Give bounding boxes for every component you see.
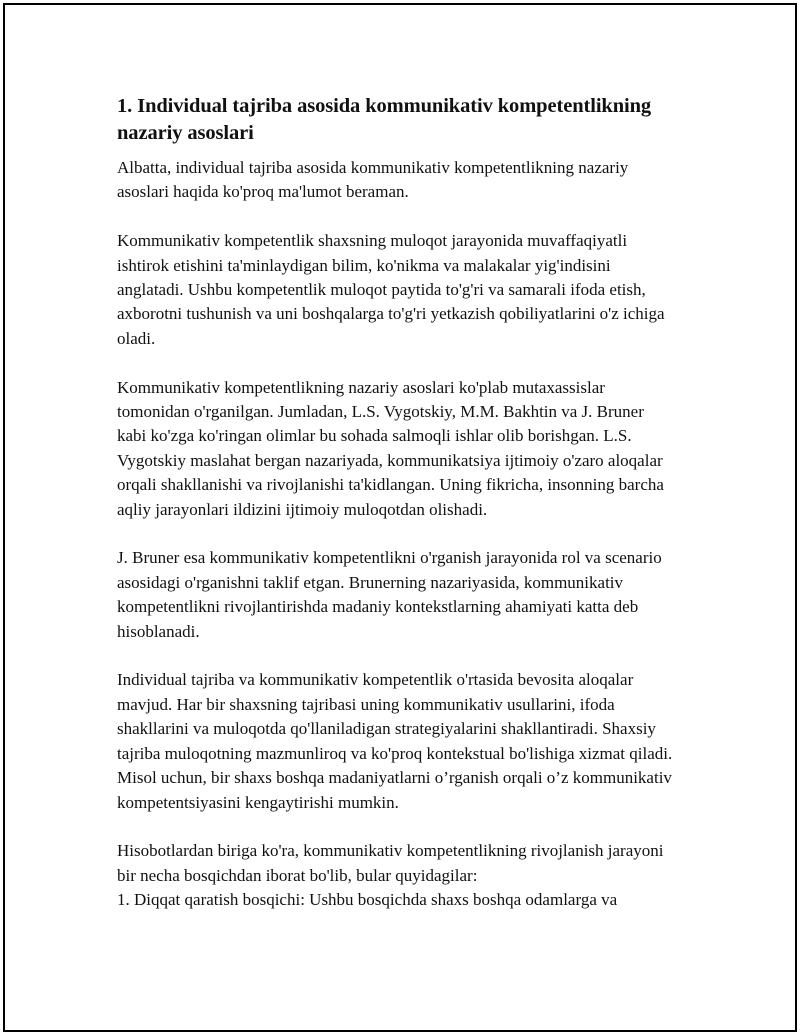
document-body bbox=[117, 93, 677, 913]
paragraph-individual-experience: Individual tajriba va kommunikativ kompetentlik o'rtasida bevosita aloqalar mavjud. Har bir shaxsning tajribasi uning kommunikativ usullarini, ifoda shakllarini va muloqotda qo'llaniladigan strategiyalarini shakllantiradi. Shaxsiy tajriba muloqotning mazmunliroq va ko'proq kontekstual bo'lishiga xizmat qiladi. Misol uchun, bir shaxs boshqa madaniyatlarni o’rganish orqali o’z kommunikativ kompetentsiyasini kengaytirishi mumkin. bbox=[117, 670, 673, 812]
section-heading: 1. Individual tajriba asosida kommunikativ kompetentlikning nazariy asoslari bbox=[117, 95, 652, 144]
list-item-stage-1: 1. Diqqat qaratish bosqichi: Ushbu bosqichda shaxs boshqa odamlarga va bbox=[117, 890, 618, 910]
paragraph-intro: Albatta, individual tajriba asosida kommunikativ kompetentlikning nazariy asoslari haqida ko'proq ma'lumot beraman. bbox=[117, 158, 629, 202]
paragraph-definition: Kommunikativ kompetentlik shaxsning muloqot jarayonida muvaffaqiyatli ishtirok etishini ta'minlaydigan bilim, ko'nikma va malakalar yig'indisini anglatadi. Ushbu kompetentlik muloqot paytida to'g'ri va samarali ifoda etish, axborotni tushunish va uni boshqalarga to'g'ri yetkazish qobiliyatlarini o'z ichiga oladi. bbox=[117, 231, 665, 348]
paragraph-theory: Kommunikativ kompetentlikning nazariy asoslari ko'plab mutaxassislar tomonidan o'rganilgan. Jumladan, L.S. Vygotskiy, M.M. Bakhtin va J. Bruner kabi ko'zga ko'ringan olimlar bu sohada salmoqli ishlar olib borishgan. L.S. Vygotskiy maslahat bergan nazariyada, kommunikatsiya ijtimoiy o'zaro aloqalar orqali shakllanishi va rivojlanishi ta'kidlangan. Uning fikricha, insonning barcha aqliy jarayonlari ildizini ijtimoiy muloqotdan olishadi. bbox=[117, 377, 664, 519]
paragraph-bruner: J. Bruner esa kommunikativ kompetentlikni o'rganish jarayonida rol va scenario asosidagi o'rganishni taklif etgan. Brunerning nazariyasida, kommunikativ kompetentlikni rivojlantirishda madaniy kontekstlarning ahamiyati katta deb hisoblanadi. bbox=[117, 548, 662, 641]
paragraph-stages-intro: Hisobotlardan biriga ko'ra, kommunikativ kompetentlikning rivojlanish jarayoni bir necha bosqichdan iborat bo'lib, bular quyidagilar: bbox=[117, 841, 664, 885]
